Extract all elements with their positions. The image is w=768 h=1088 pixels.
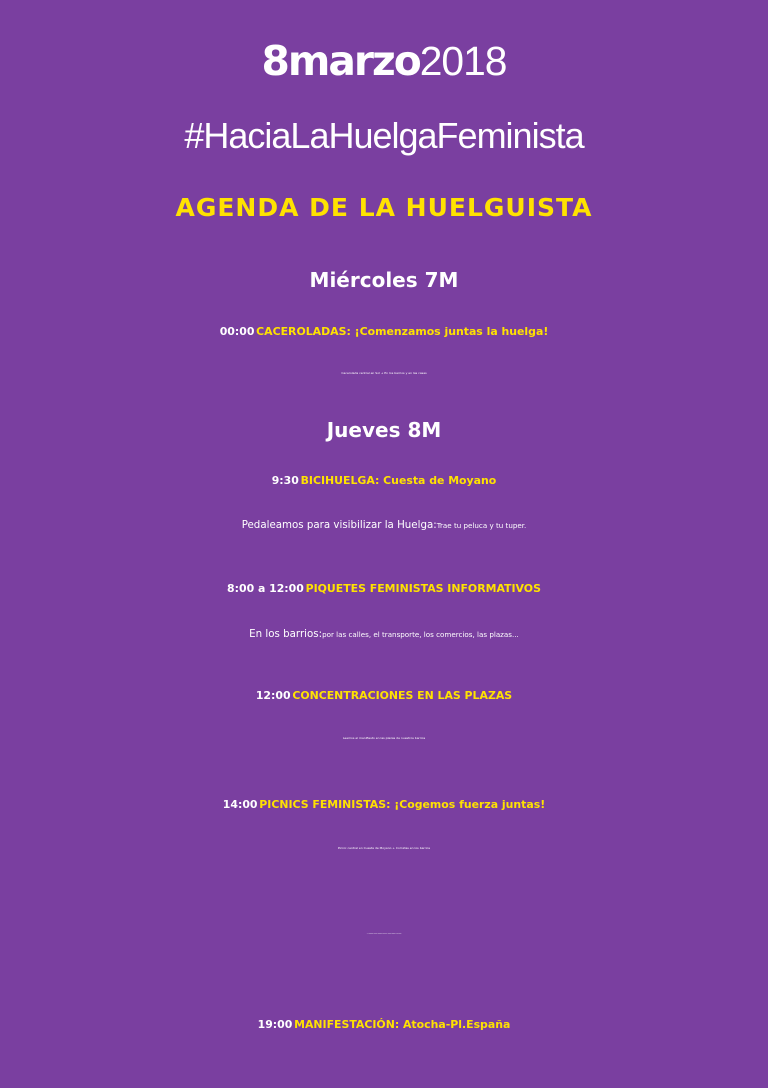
poster-title [0, 14, 768, 86]
event-concentraciones [0, 691, 768, 702]
description-main: Pedaleamos para visibilizar la Huelga: [241, 519, 437, 531]
event-time: 8:00 a 12:00 [227, 582, 304, 595]
hashtag: #HaciaLaHuelgaFeminista [184, 115, 584, 156]
agenda-heading: AGENDA DE LA HUELGUISTA [175, 193, 593, 222]
day-heading-8m: Jueves 8M [326, 418, 442, 442]
event-description [0, 520, 768, 530]
event-description: Picnic central en Cuesta de Moyano + Comidas en los barrios [337, 846, 431, 850]
event-time: 19:00 [257, 1018, 293, 1031]
description-main: En los barrios: [249, 628, 323, 640]
event-time: 12:00 [255, 689, 291, 702]
event-despues: ...y después: Desde algunos barrios, ¡Vamos juntas a la mani! [366, 934, 402, 935]
event-title: CONCENTRACIONES EN LAS PLAZAS [292, 689, 513, 702]
event-title: BICIHUELGA: Cuesta de Moyano [300, 474, 497, 487]
event-title: PIQUETES FEMINISTAS INFORMATIVOS [305, 582, 541, 595]
event-manifestacion [0, 1020, 768, 1031]
event-time: 00:00 [219, 325, 255, 338]
event-description: Cacerolada central en Sol + En los barrios y en las casas [341, 371, 427, 375]
event-bicihuelga [0, 476, 768, 487]
event-time: 9:30 [271, 474, 299, 487]
event-title: MANIFESTACIÓN: Atocha-Pl.España [294, 1018, 511, 1031]
title-year: 2018 [419, 38, 507, 84]
event-cacerolada [0, 327, 768, 338]
event-title: PICNICS FEMINISTAS: ¡Cogemos fuerza juntas! [259, 798, 546, 811]
title-bold: 8marzo [261, 37, 420, 85]
event-description [0, 629, 768, 639]
event-piquetes [0, 584, 768, 595]
event-description: Leemos el manifiesto en las plazas de nuestros barrios [342, 736, 426, 740]
event-title: CACEROLADAS: ¡Comenzamos juntas la huelga! [256, 325, 549, 338]
day-heading-7m: Miércoles 7M [309, 268, 459, 292]
event-time: 14:00 [222, 798, 258, 811]
event-picnics [0, 800, 768, 811]
description-small: por las calles, el transporte, los comercios, las plazas... [322, 630, 519, 639]
description-small: Trae tu peluca y tu tuper. [436, 521, 527, 530]
